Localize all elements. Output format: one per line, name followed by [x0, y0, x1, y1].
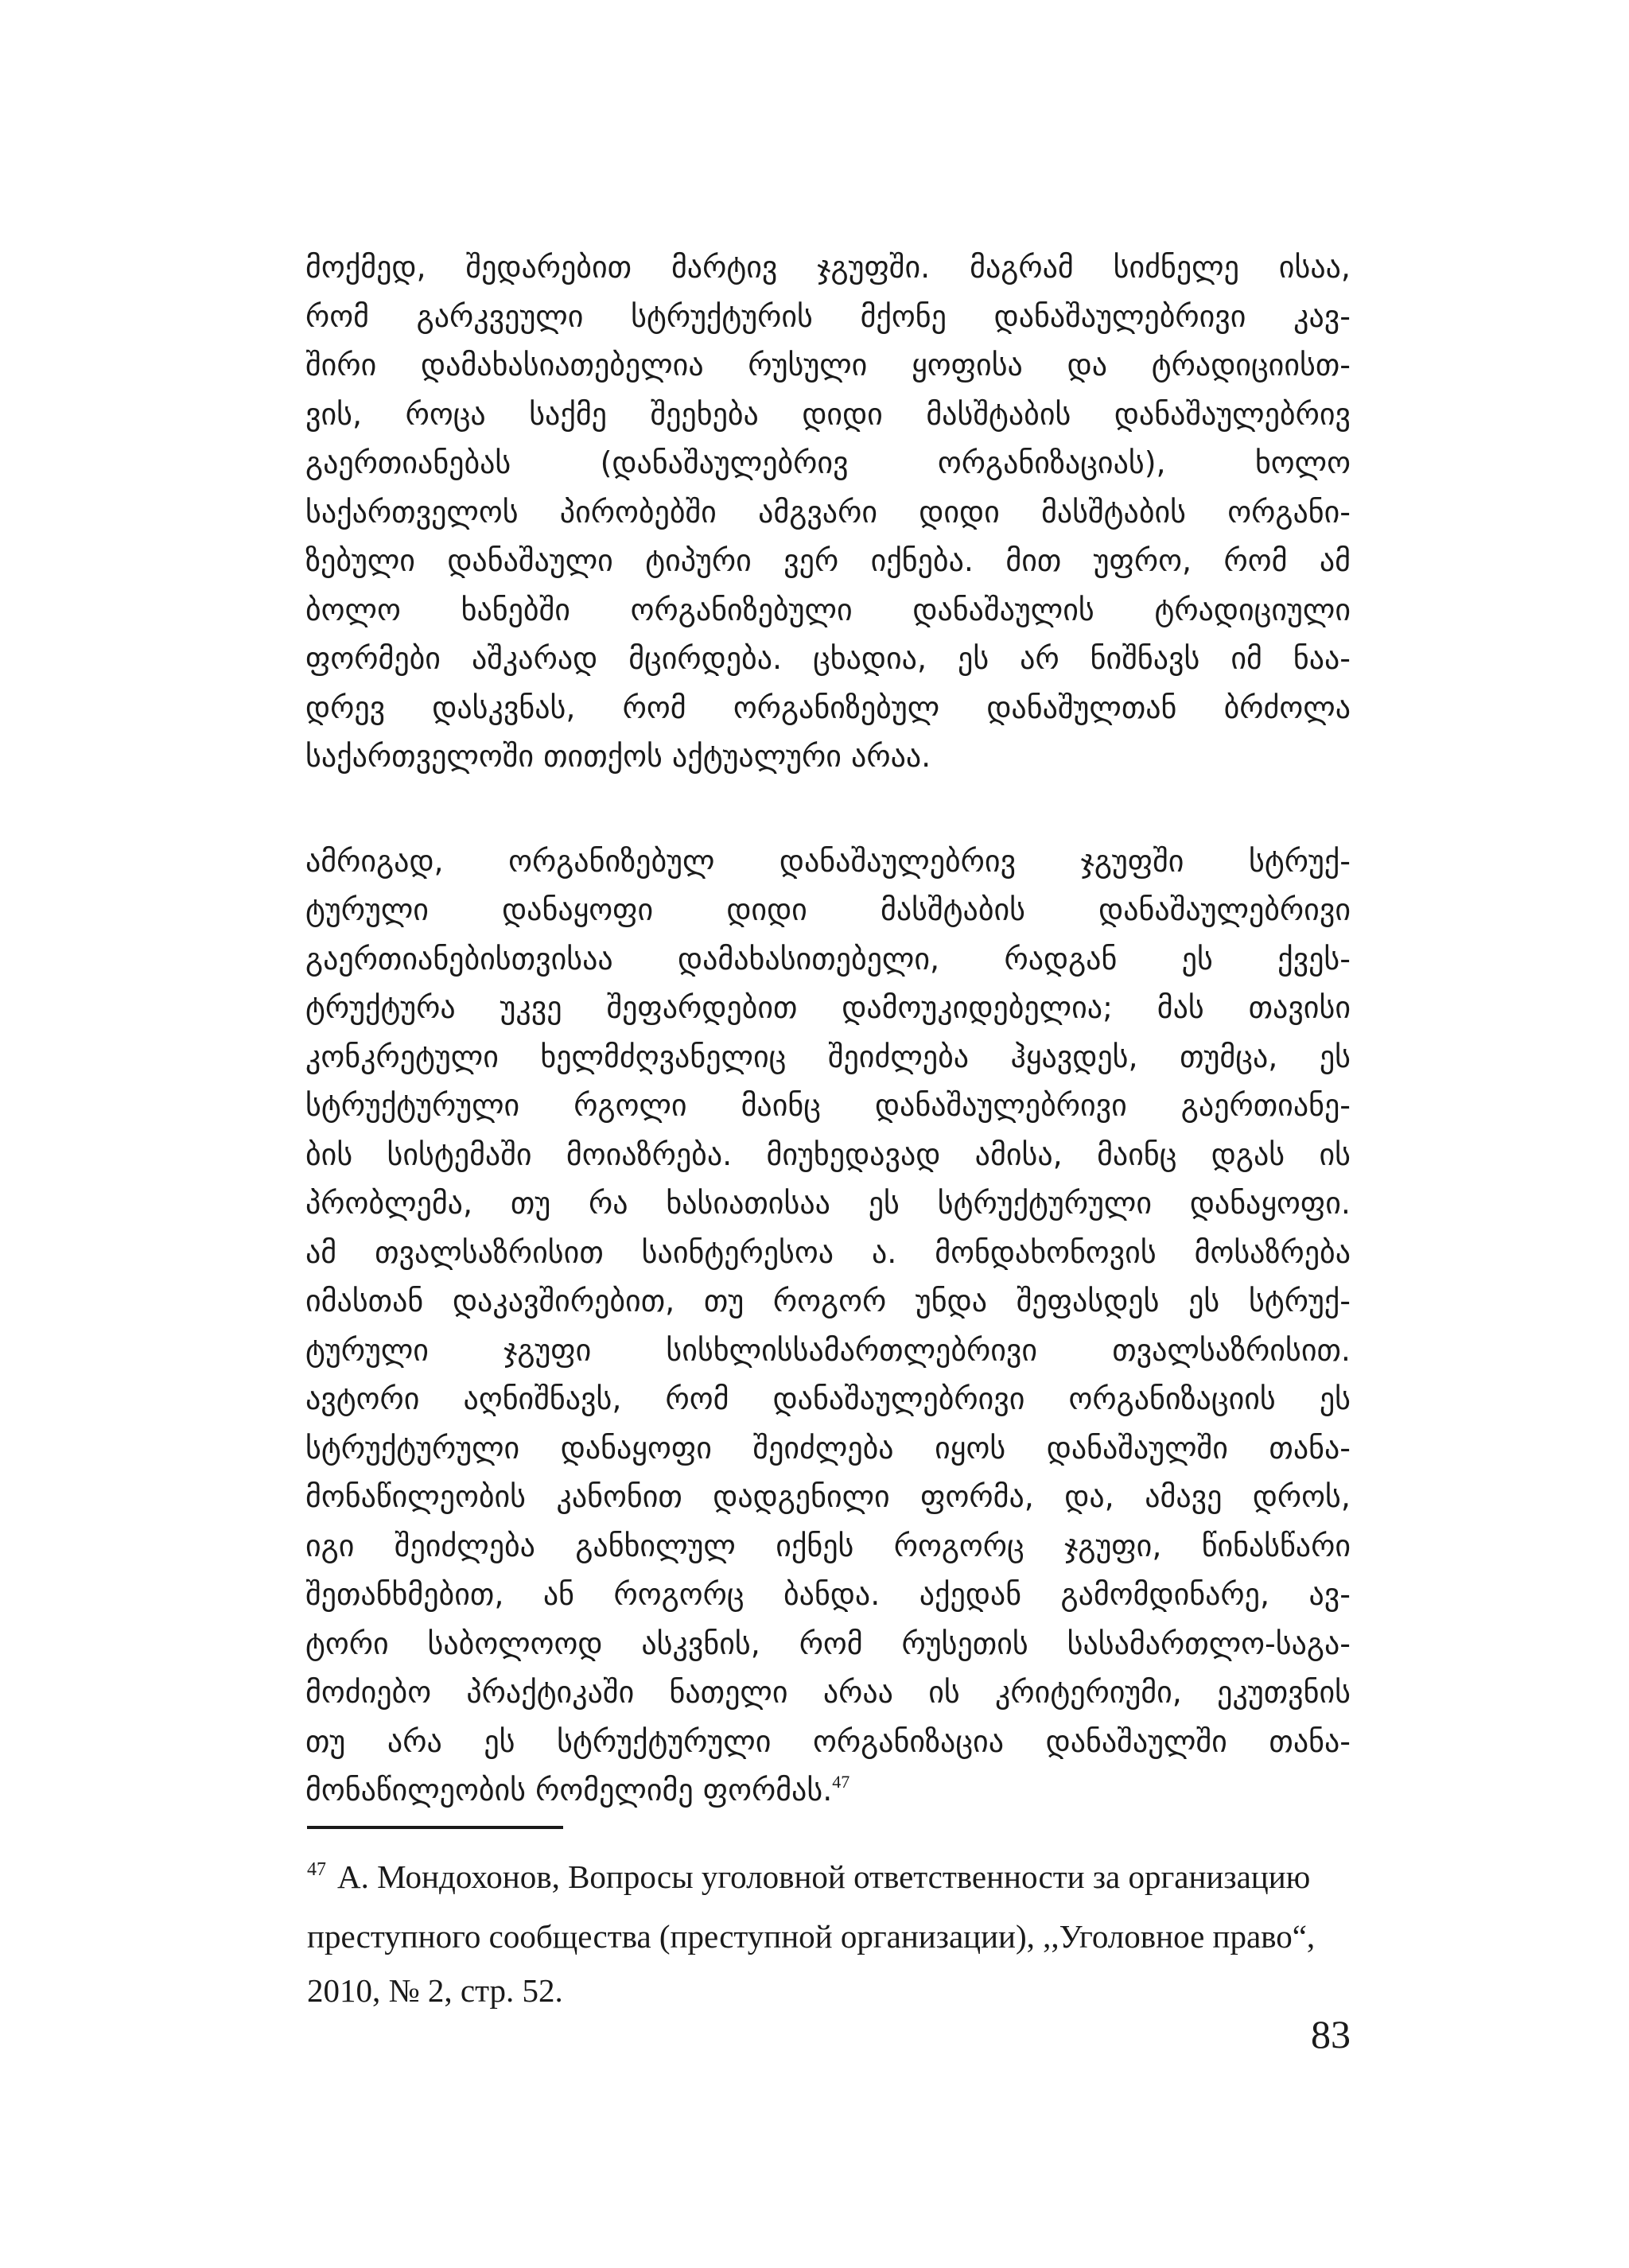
text-line: მოქმედ, შედარებით მარტივ ჯგუფში. მაგრამ სიძნელე ისაა, [305, 250, 1351, 285]
text-line: რომ გარკვეული სტრუქტურის მქონე დანაშაულებრივი კავ- [305, 298, 1351, 334]
footnote-number: 47 [307, 1859, 326, 1880]
text-line: ტორი საბოლოოდ ასკვნის, რომ რუსეთის სასამართლო-საგა- [305, 1625, 1351, 1661]
text-line: ბის სისტემაში მოიაზრება. მიუხედავად ამისა, მაინც დგას ის [305, 1136, 1351, 1172]
text-line: ზებული დანაშაული ტიპური ვერ იქნება. მით უფრო, რომ ამ [305, 543, 1351, 578]
footnote-reference[interactable]: 47 [832, 1772, 850, 1792]
text-line: პრობლემა, თუ რა ხასიათისაა ეს სტრუქტურული დანაყოფი. [305, 1186, 1351, 1221]
text-line: ვის, როცა საქმე შეეხება დიდი მასშტაბის დანაშაულებრივ [305, 396, 1351, 432]
paragraph-gap [305, 782, 1351, 837]
text-line: მონაწილეობის კანონით დადგენილი ფორმა, და, ამავე დროს, [305, 1479, 1351, 1514]
text-line: ტრუქტურა უკვე შეფარდებით დამოუკიდებელია; მას თავისი [305, 990, 1351, 1025]
paragraph-1 [305, 243, 1351, 782]
text-line-last [305, 1766, 1351, 1816]
text-line: სტრუქტურული დანაყოფი შეიძლება იყოს დანაშაულში თანა- [305, 1430, 1351, 1466]
text-line: იგი შეიძლება განხილულ იქნეს როგორც ჯგუფი, წინასწარი [305, 1528, 1351, 1563]
text-line: დრევ დასკვნას, რომ ორგანიზებულ დანაშულთან ბრძოლა [305, 689, 1351, 725]
text-line: მოძიებო პრაქტიკაში ნათელი არაა ის კრიტერიუმი, ეკუთვნის [305, 1675, 1351, 1710]
footnote [307, 1850, 1351, 2018]
text-line: ტურული დანაყოფი დიდი მასშტაბის დანაშაულებრივი [305, 892, 1351, 927]
text-line: ტურული ჯგუფი სისხლისსამართლებრივი თვალსაზრისით. [305, 1332, 1351, 1368]
text-line-content: მონაწილეობის რომელიმე ფორმას. [305, 1773, 833, 1808]
text-line: ბოლო ხანებში ორგანიზებული დანაშაულის ტრადიციული [305, 592, 1351, 627]
text-line: კონკრეტული ხელმძღვანელიც შეიძლება ჰყავდეს, თუმცა, ეს [305, 1039, 1351, 1074]
text-line: ამ თვალსაზრისით საინტერესოა ა. მონდახონოვის მოსაზრება [305, 1234, 1351, 1270]
text-line: თუ არა ეს სტრუქტურული ორგანიზაცია დანაშაულში თანა- [305, 1723, 1351, 1759]
text-line: საქართველოში თითქოს აქტუალური არაა. [305, 739, 931, 774]
text-line: გაერთიანებისთვისაა დამახასითებელი, რადგან ეს ქვეს- [305, 941, 1351, 977]
footnote-line: преступного сообщества (преступной организации), ,,Уголовное право“, [307, 1918, 1316, 1955]
text-line: ამრიგად, ორგანიზებულ დანაშაულებრივ ჯგუფში სტრუქ- [305, 843, 1351, 879]
text-line: შირი დამახასიათებელია რუსული ყოფისა და ტრადიციისთ- [305, 348, 1351, 383]
text-line: ფორმები აშკარად მცირდება. ცხადია, ეს არ ნიშნავს იმ ნაა- [305, 641, 1351, 676]
footnote-line [307, 1850, 1351, 1909]
text-line: შეთანხმებით, ან როგორც ბანდა. აქედან გამომდინარე, ავ- [305, 1577, 1351, 1612]
text-line: სტრუქტურული რგოლი მაინც დანაშაულებრივი გაერთიანე- [305, 1088, 1351, 1123]
footnote-separator [307, 1826, 563, 1829]
footnote-text: А. Мондохонов, Вопросы уголовной ответственности за организацию [337, 1858, 1311, 1895]
text-line: იმასთან დაკავშირებით, თუ როგორ უნდა შეფასდეს ეს სტრუქ- [305, 1284, 1351, 1318]
paragraph-2 [305, 837, 1351, 1816]
text-line: ავტორი აღნიშნავს, რომ დანაშაულებრივი ორგანიზაციის ეს [305, 1381, 1351, 1416]
text-line: საქართველოს პირობებში ამგვარი დიდი მასშტაბის ორგანი- [305, 494, 1351, 530]
body-text [305, 243, 1351, 1816]
text-line: გაერთიანებას (დანაშაულებრივ ორგანიზაციას), ხოლო [305, 445, 1351, 480]
footnote-line: 2010, № 2, стр. 52. [307, 1972, 563, 2009]
page-number: 83 [1311, 2012, 1351, 2056]
